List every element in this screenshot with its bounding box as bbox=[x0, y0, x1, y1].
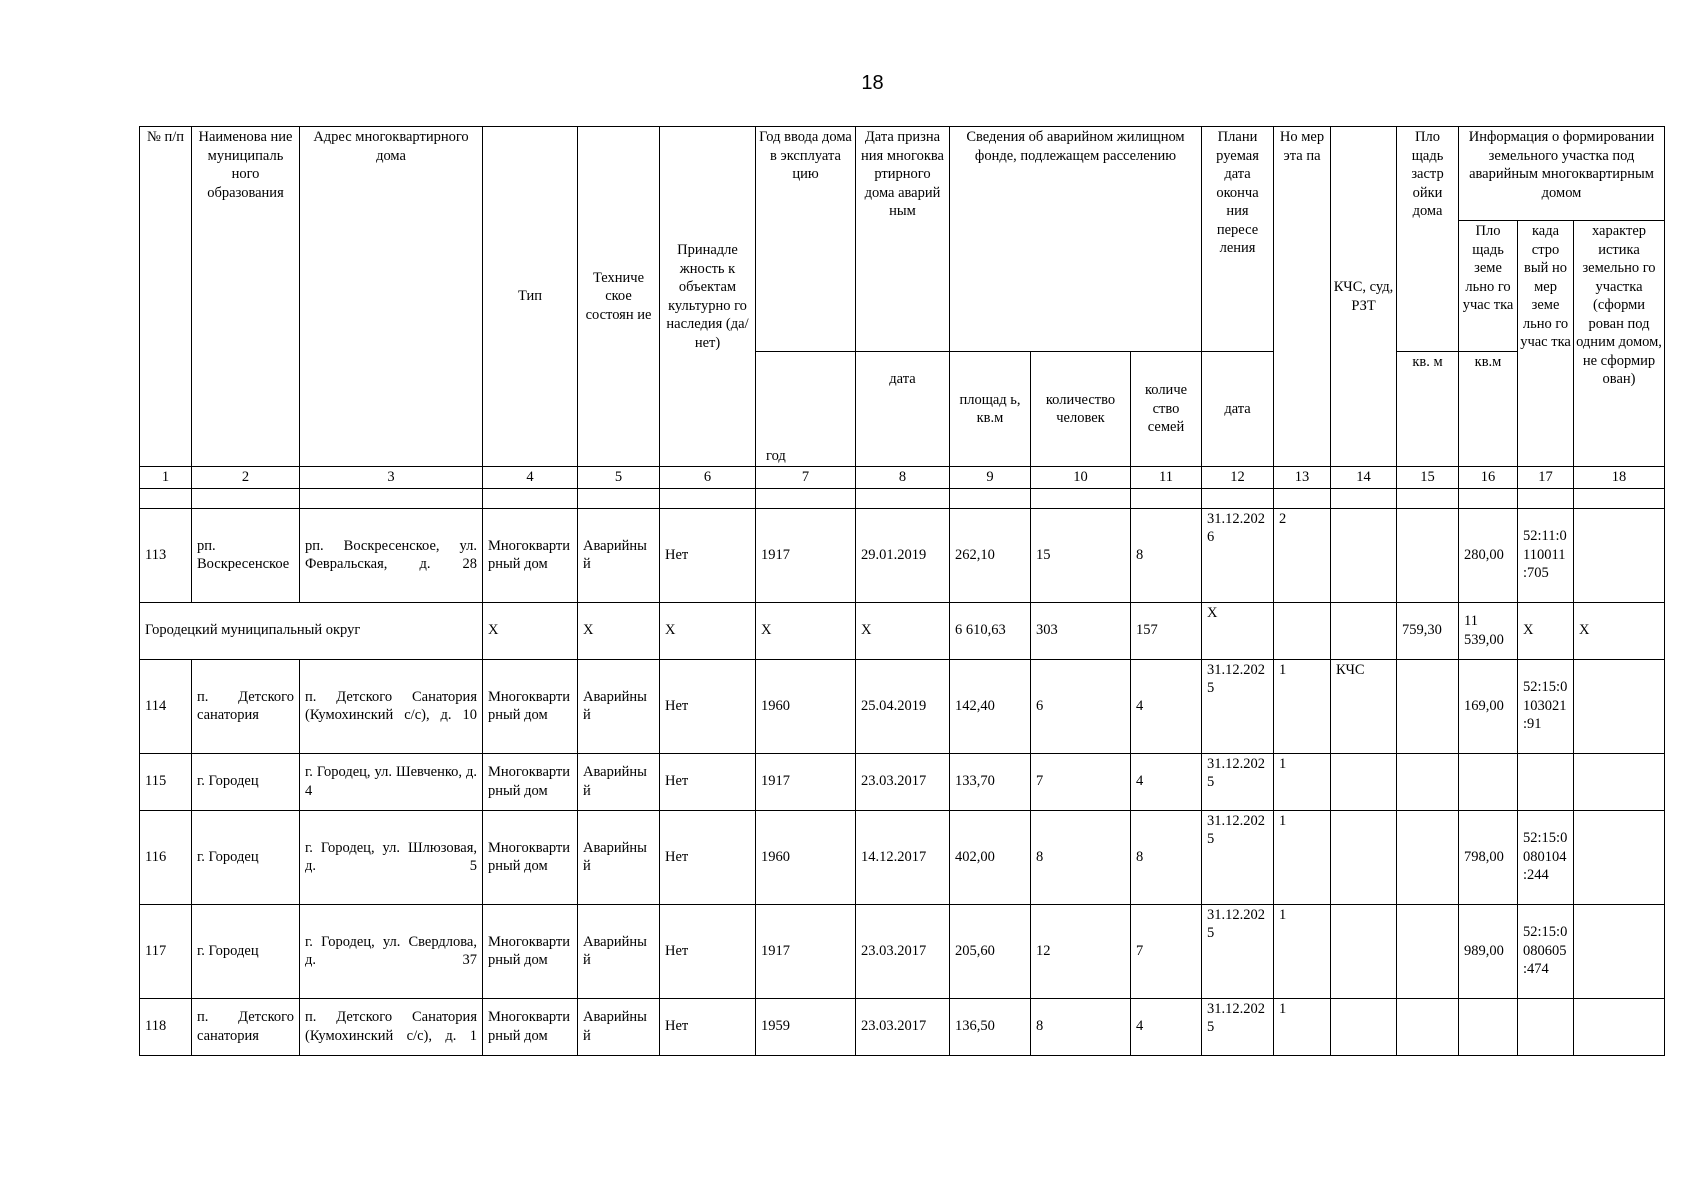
header-year-sub: год bbox=[756, 352, 856, 467]
cell-families: 8 bbox=[1131, 810, 1202, 904]
cell-stage: 1 bbox=[1274, 998, 1331, 1055]
total-families: 157 bbox=[1131, 602, 1202, 659]
cell-index: 114 bbox=[140, 659, 192, 753]
col-number: 18 bbox=[1574, 467, 1665, 489]
cell-people: 6 bbox=[1031, 659, 1131, 753]
total-kchs bbox=[1331, 602, 1397, 659]
cell-area: 402,00 bbox=[950, 810, 1031, 904]
emergency-housing-table bbox=[139, 126, 1665, 1056]
cell-stage: 1 bbox=[1274, 659, 1331, 753]
cell-families: 4 bbox=[1131, 753, 1202, 810]
cell-land-area: 989,00 bbox=[1459, 904, 1518, 998]
cell-cadastre: 52:11:0110011:705 bbox=[1518, 508, 1574, 602]
cell-stage: 2 bbox=[1274, 508, 1331, 602]
col-number: 15 bbox=[1397, 467, 1459, 489]
cell-cadastre: 52:15:0080104:244 bbox=[1518, 810, 1574, 904]
cell-address: г. Городец, ул. Свердлова, д. 37 bbox=[300, 904, 483, 998]
cell-build-area bbox=[1397, 904, 1459, 998]
cell-people: 7 bbox=[1031, 753, 1131, 810]
cell-municipality: г. Городец bbox=[192, 753, 300, 810]
table-row bbox=[140, 508, 1665, 602]
cell-cadastre bbox=[1518, 998, 1574, 1055]
cell-state: Аварийный bbox=[578, 659, 660, 753]
cell-recognition-date: 14.12.2017 bbox=[856, 810, 950, 904]
col-number: 3 bbox=[300, 467, 483, 489]
total-people: 303 bbox=[1031, 602, 1131, 659]
table-row bbox=[140, 659, 1665, 753]
page-number: 18 bbox=[861, 72, 884, 94]
cell-area: 262,10 bbox=[950, 508, 1031, 602]
cell-year: 1960 bbox=[756, 659, 856, 753]
cell-land-area bbox=[1459, 753, 1518, 810]
col-number: 16 bbox=[1459, 467, 1518, 489]
header-date-sub: дата bbox=[856, 352, 950, 467]
header-people: количество человек bbox=[1031, 352, 1131, 467]
cell-plan-date: 31.12.2025 bbox=[1202, 904, 1274, 998]
cell-year: 1917 bbox=[756, 753, 856, 810]
cell-index: 118 bbox=[140, 998, 192, 1055]
cell-plan-date: 31.12.2025 bbox=[1202, 659, 1274, 753]
header-land-area-sub: кв.м bbox=[1459, 352, 1518, 467]
col-number: 17 bbox=[1518, 467, 1574, 489]
col-number: 14 bbox=[1331, 467, 1397, 489]
cell-land-area: 798,00 bbox=[1459, 810, 1518, 904]
cell-year: 1917 bbox=[756, 508, 856, 602]
cell-recognition-date: 25.04.2019 bbox=[856, 659, 950, 753]
col-number: 6 bbox=[660, 467, 756, 489]
cell-municipality: п. Детского санатория bbox=[192, 998, 300, 1055]
col-number: 2 bbox=[192, 467, 300, 489]
cell-heritage: Нет bbox=[660, 998, 756, 1055]
header-tech-state: Техниче ское состоян ие bbox=[578, 127, 660, 467]
cell-people: 8 bbox=[1031, 810, 1131, 904]
cell-municipality: рп. Воскресенское bbox=[192, 508, 300, 602]
cell-land-area: 280,00 bbox=[1459, 508, 1518, 602]
cell-type: Многоквартирный дом bbox=[483, 810, 578, 904]
cell-type: Многоквартирный дом bbox=[483, 753, 578, 810]
cell-address: г. Городец, ул. Шевченко, д. 4 bbox=[300, 753, 483, 810]
cell-index: 115 bbox=[140, 753, 192, 810]
table-row bbox=[140, 753, 1665, 810]
cell-stage: 1 bbox=[1274, 810, 1331, 904]
cell-kchs bbox=[1331, 753, 1397, 810]
header-land-area: Пло щадь земе льно го учас тка bbox=[1459, 221, 1518, 352]
cell-state: Аварийный bbox=[578, 508, 660, 602]
cell-build-area bbox=[1397, 810, 1459, 904]
cell-kchs: КЧС bbox=[1331, 659, 1397, 753]
cell-recognition-date: 29.01.2019 bbox=[856, 508, 950, 602]
cell-area: 136,50 bbox=[950, 998, 1031, 1055]
header-heritage: Принадле жность к объектам культурно го наследия (да/нет) bbox=[660, 127, 756, 467]
cell-families: 7 bbox=[1131, 904, 1202, 998]
header-recognition-date: Дата призна ния многоква ртирного дома аварий ным bbox=[856, 127, 950, 352]
cell-state: Аварийный bbox=[578, 904, 660, 998]
cell-stage: 1 bbox=[1274, 904, 1331, 998]
cell-address: г. Городец, ул. Шлюзовая, д. 5 bbox=[300, 810, 483, 904]
header-plan-date-sub: дата bbox=[1202, 352, 1274, 467]
cell-plan-date: 31.12.2026 bbox=[1202, 508, 1274, 602]
header-stage: Но мер эта па bbox=[1274, 127, 1331, 467]
total-state: X bbox=[578, 602, 660, 659]
cell-kchs bbox=[1331, 904, 1397, 998]
header-families: количе ство семей bbox=[1131, 352, 1202, 467]
col-number: 11 bbox=[1131, 467, 1202, 489]
cell-land-char bbox=[1574, 753, 1665, 810]
cell-state: Аварийный bbox=[578, 998, 660, 1055]
cell-build-area bbox=[1397, 659, 1459, 753]
total-heritage: X bbox=[660, 602, 756, 659]
cell-people: 8 bbox=[1031, 998, 1131, 1055]
cell-build-area bbox=[1397, 753, 1459, 810]
total-stage bbox=[1274, 602, 1331, 659]
col-number: 7 bbox=[756, 467, 856, 489]
cell-area: 142,40 bbox=[950, 659, 1031, 753]
header-municipality: Наименова ние муниципаль ного образования bbox=[192, 127, 300, 467]
cell-state: Аварийный bbox=[578, 810, 660, 904]
cell-land-char bbox=[1574, 904, 1665, 998]
total-row bbox=[140, 602, 1665, 659]
col-number: 10 bbox=[1031, 467, 1131, 489]
cell-heritage: Нет bbox=[660, 810, 756, 904]
cell-cadastre: 52:15:0103021:91 bbox=[1518, 659, 1574, 753]
cell-type: Многоквартирный дом bbox=[483, 904, 578, 998]
cell-state: Аварийный bbox=[578, 753, 660, 810]
cell-people: 12 bbox=[1031, 904, 1131, 998]
header-land-info: Информация о формировании земельного участка под аварийным многоквартирным домом bbox=[1459, 127, 1665, 221]
header-type: Тип bbox=[483, 127, 578, 467]
cell-recognition-date: 23.03.2017 bbox=[856, 904, 950, 998]
cell-land-char bbox=[1574, 508, 1665, 602]
cell-kchs bbox=[1331, 998, 1397, 1055]
cell-families: 4 bbox=[1131, 998, 1202, 1055]
col-number: 13 bbox=[1274, 467, 1331, 489]
header-address: Адрес многоквартирного дома bbox=[300, 127, 483, 467]
cell-cadastre bbox=[1518, 753, 1574, 810]
cell-year: 1917 bbox=[756, 904, 856, 998]
total-recognition-date: X bbox=[856, 602, 950, 659]
header-build-area-sub: кв. м bbox=[1397, 352, 1459, 467]
cell-type: Многоквартирный дом bbox=[483, 659, 578, 753]
total-label: Городецкий муниципальный округ bbox=[140, 602, 483, 659]
cell-plan-date: 31.12.2025 bbox=[1202, 810, 1274, 904]
cell-type: Многоквартирный дом bbox=[483, 508, 578, 602]
cell-people: 15 bbox=[1031, 508, 1131, 602]
header-index: № п/п bbox=[140, 127, 192, 467]
total-area: 6 610,63 bbox=[950, 602, 1031, 659]
cell-year: 1959 bbox=[756, 998, 856, 1055]
cell-land-char bbox=[1574, 998, 1665, 1055]
header-planned-date: Плани руемая дата оконча ния пересе ления bbox=[1202, 127, 1274, 352]
cell-land-char bbox=[1574, 810, 1665, 904]
cell-index: 117 bbox=[140, 904, 192, 998]
cell-build-area bbox=[1397, 508, 1459, 602]
cell-index: 113 bbox=[140, 508, 192, 602]
table-row bbox=[140, 998, 1665, 1055]
total-plan-date: X bbox=[1202, 602, 1274, 659]
col-number: 5 bbox=[578, 467, 660, 489]
cell-families: 8 bbox=[1131, 508, 1202, 602]
total-year: X bbox=[756, 602, 856, 659]
col-number: 9 bbox=[950, 467, 1031, 489]
cell-year: 1960 bbox=[756, 810, 856, 904]
header-kchs: КЧС, суд, РЗТ bbox=[1331, 127, 1397, 467]
cell-index: 116 bbox=[140, 810, 192, 904]
cell-type: Многоквартирный дом bbox=[483, 998, 578, 1055]
header-cadastre: када стро вый но мер земе льно го учас тка bbox=[1518, 221, 1574, 467]
cell-municipality: г. Городец bbox=[192, 810, 300, 904]
col-number: 12 bbox=[1202, 467, 1274, 489]
table-row bbox=[140, 810, 1665, 904]
cell-land-area bbox=[1459, 998, 1518, 1055]
total-type: X bbox=[483, 602, 578, 659]
cell-land-area: 169,00 bbox=[1459, 659, 1518, 753]
header-year: Год ввода дома в эксплуата цию bbox=[756, 127, 856, 352]
total-land-char: X bbox=[1574, 602, 1665, 659]
cell-cadastre: 52:15:0080605:474 bbox=[1518, 904, 1574, 998]
total-land-area: 11 539,00 bbox=[1459, 602, 1518, 659]
cell-heritage: Нет bbox=[660, 753, 756, 810]
col-number: 4 bbox=[483, 467, 578, 489]
header-emergency-fund: Сведения об аварийном жилищном фонде, подлежащем расселению bbox=[950, 127, 1202, 352]
header-area: площад ь, кв.м bbox=[950, 352, 1031, 467]
col-number: 1 bbox=[140, 467, 192, 489]
total-cadastre: X bbox=[1518, 602, 1574, 659]
cell-heritage: Нет bbox=[660, 659, 756, 753]
cell-land-char bbox=[1574, 659, 1665, 753]
cell-area: 133,70 bbox=[950, 753, 1031, 810]
cell-stage: 1 bbox=[1274, 753, 1331, 810]
cell-recognition-date: 23.03.2017 bbox=[856, 998, 950, 1055]
cell-heritage: Нет bbox=[660, 508, 756, 602]
cell-municipality: г. Городец bbox=[192, 904, 300, 998]
cell-address: рп. Воскресенское, ул. Февральская, д. 28 bbox=[300, 508, 483, 602]
cell-recognition-date: 23.03.2017 bbox=[856, 753, 950, 810]
header-build-area: Пло щадь застр ойки дома bbox=[1397, 127, 1459, 352]
cell-kchs bbox=[1331, 508, 1397, 602]
cell-build-area bbox=[1397, 998, 1459, 1055]
cell-kchs bbox=[1331, 810, 1397, 904]
cell-area: 205,60 bbox=[950, 904, 1031, 998]
cell-address: п. Детского Санатория (Кумохинский с/с), д. 1 bbox=[300, 998, 483, 1055]
col-number: 8 bbox=[856, 467, 950, 489]
cell-address: п. Детского Санатория (Кумохинский с/с), д. 10 bbox=[300, 659, 483, 753]
cell-heritage: Нет bbox=[660, 904, 756, 998]
cell-plan-date: 31.12.2025 bbox=[1202, 998, 1274, 1055]
cell-families: 4 bbox=[1131, 659, 1202, 753]
cell-plan-date: 31.12.2025 bbox=[1202, 753, 1274, 810]
cell-municipality: п. Детского санатория bbox=[192, 659, 300, 753]
header-land-char: характер истика земельно го участка (сформи рован под одним домом, не сформир ован) bbox=[1574, 221, 1665, 467]
table-row bbox=[140, 904, 1665, 998]
total-build-area: 759,30 bbox=[1397, 602, 1459, 659]
